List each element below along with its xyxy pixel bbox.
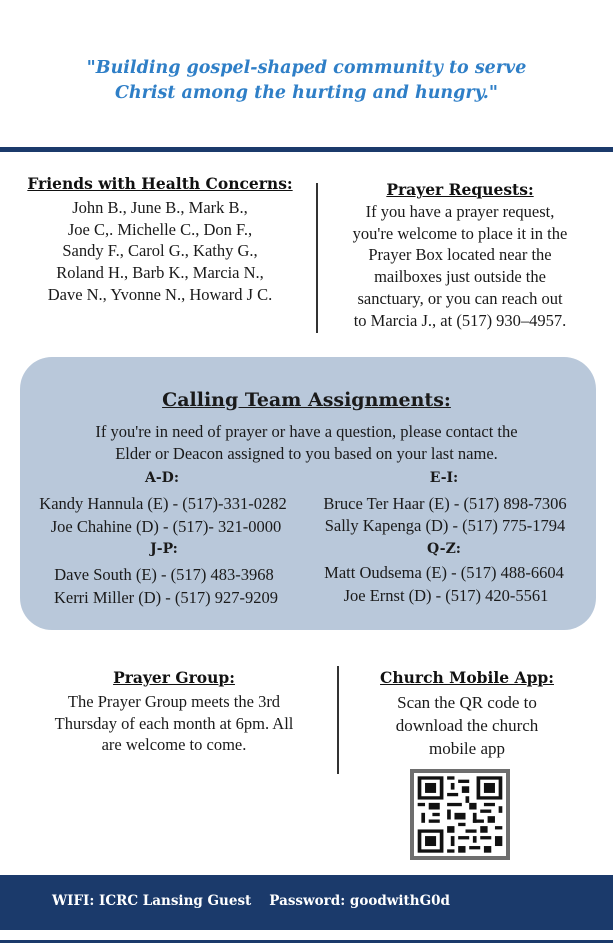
calling-team-intro: [0, 421, 613, 465]
calling-team-title: Calling Team Assignments:: [162, 389, 451, 411]
top-divider: [0, 147, 613, 152]
friends-line: Joe C,. Michelle C., Don F.,: [67, 219, 253, 239]
tagline: [0, 56, 613, 106]
prayer-requests-line: to Marcia J., at (517) 930–4957.: [353, 310, 567, 330]
column-divider: [337, 666, 339, 774]
group-label-a-d: A-D:: [145, 470, 179, 486]
prayer-requests-line: If you have a prayer request,: [365, 202, 555, 221]
calling-intro-line-2: Elder or Deacon assigned to you based on your last name.: [115, 444, 498, 463]
contact-entry: Bruce Ter Haar (E) - (517) 898-7306: [323, 494, 567, 513]
friends-health-section: [10, 174, 310, 306]
friends-line: Sandy F., Carol G., Kathy G.,: [62, 241, 258, 261]
prayer-requests-line: you're welcome to place it in the: [352, 223, 568, 243]
contact-entry: Joe Ernst (D) - (517) 420-5561: [343, 586, 549, 605]
prayer-requests-line: sanctuary, or you can reach out: [357, 288, 563, 308]
qr-code-icon: [414, 773, 506, 856]
friends-line: Roland H., Barb K., Marcia N.,: [56, 263, 264, 283]
contact-entry: Kandy Hannula (E) - (517)-331-0282: [39, 494, 287, 513]
column-divider: [316, 183, 318, 333]
wifi-network: WIFI: ICRC Lansing Guest: [52, 893, 252, 909]
prayer-requests-section: [330, 180, 590, 331]
contact-entry: Kerri Miller (D) - (517) 927-9209: [53, 588, 279, 607]
contact-entry: Dave South (E) - (517) 483-3968: [54, 565, 274, 584]
prayer-group-title: Prayer Group:: [113, 668, 235, 687]
prayer-group-section: [24, 668, 324, 756]
prayer-requests-title: Prayer Requests:: [386, 180, 534, 199]
prayer-group-line: Thursday of each month at 6pm. All: [54, 713, 294, 733]
contact-entry: Matt Oudsema (E) - (517) 488-6604: [324, 563, 564, 582]
prayer-requests-line: mailboxes just outside the: [374, 267, 546, 287]
mobile-app-line: Scan the QR code to: [397, 693, 537, 712]
calling-intro-line-1: If you're in need of prayer or have a question, please contact the: [95, 422, 518, 441]
prayer-requests-line: Prayer Box located near the: [368, 245, 552, 265]
contact-entry: Sally Kapenga (D) - (517) 775-1794: [324, 516, 566, 535]
prayer-requests-text: [330, 201, 590, 331]
prayer-group-line: are welcome to come.: [101, 735, 247, 755]
mobile-app-title: Church Mobile App:: [380, 668, 554, 687]
friends-title: Friends with Health Concerns:: [27, 174, 293, 193]
qr-code[interactable]: [410, 769, 510, 860]
friends-line: John B., June B., Mark B.,: [72, 198, 248, 217]
friends-list: [10, 197, 310, 306]
wifi-info: [52, 893, 450, 909]
tagline-line-2: Christ among the hurting and hungry.": [114, 83, 498, 103]
group-label-j-p: J-P:: [150, 541, 178, 557]
friends-line: Dave N., Yvonne N., Howard J C.: [47, 284, 273, 304]
prayer-group-text: [24, 691, 324, 756]
mobile-app-section: [360, 668, 574, 760]
contact-entry: Joe Chahine (D) - (517)- 321-0000: [50, 517, 282, 536]
mobile-app-line: mobile app: [428, 739, 505, 758]
group-label-q-z: Q-Z:: [427, 541, 461, 557]
tagline-line-1: "Building gospel-shaped community to serve: [86, 58, 527, 78]
prayer-group-line: The Prayer Group meets the 3rd: [67, 692, 281, 711]
mobile-app-text: [360, 691, 574, 760]
wifi-password: Password: goodwithG0d: [269, 893, 450, 909]
group-label-e-i: E-I:: [429, 470, 459, 486]
mobile-app-line: download the church: [395, 716, 539, 735]
